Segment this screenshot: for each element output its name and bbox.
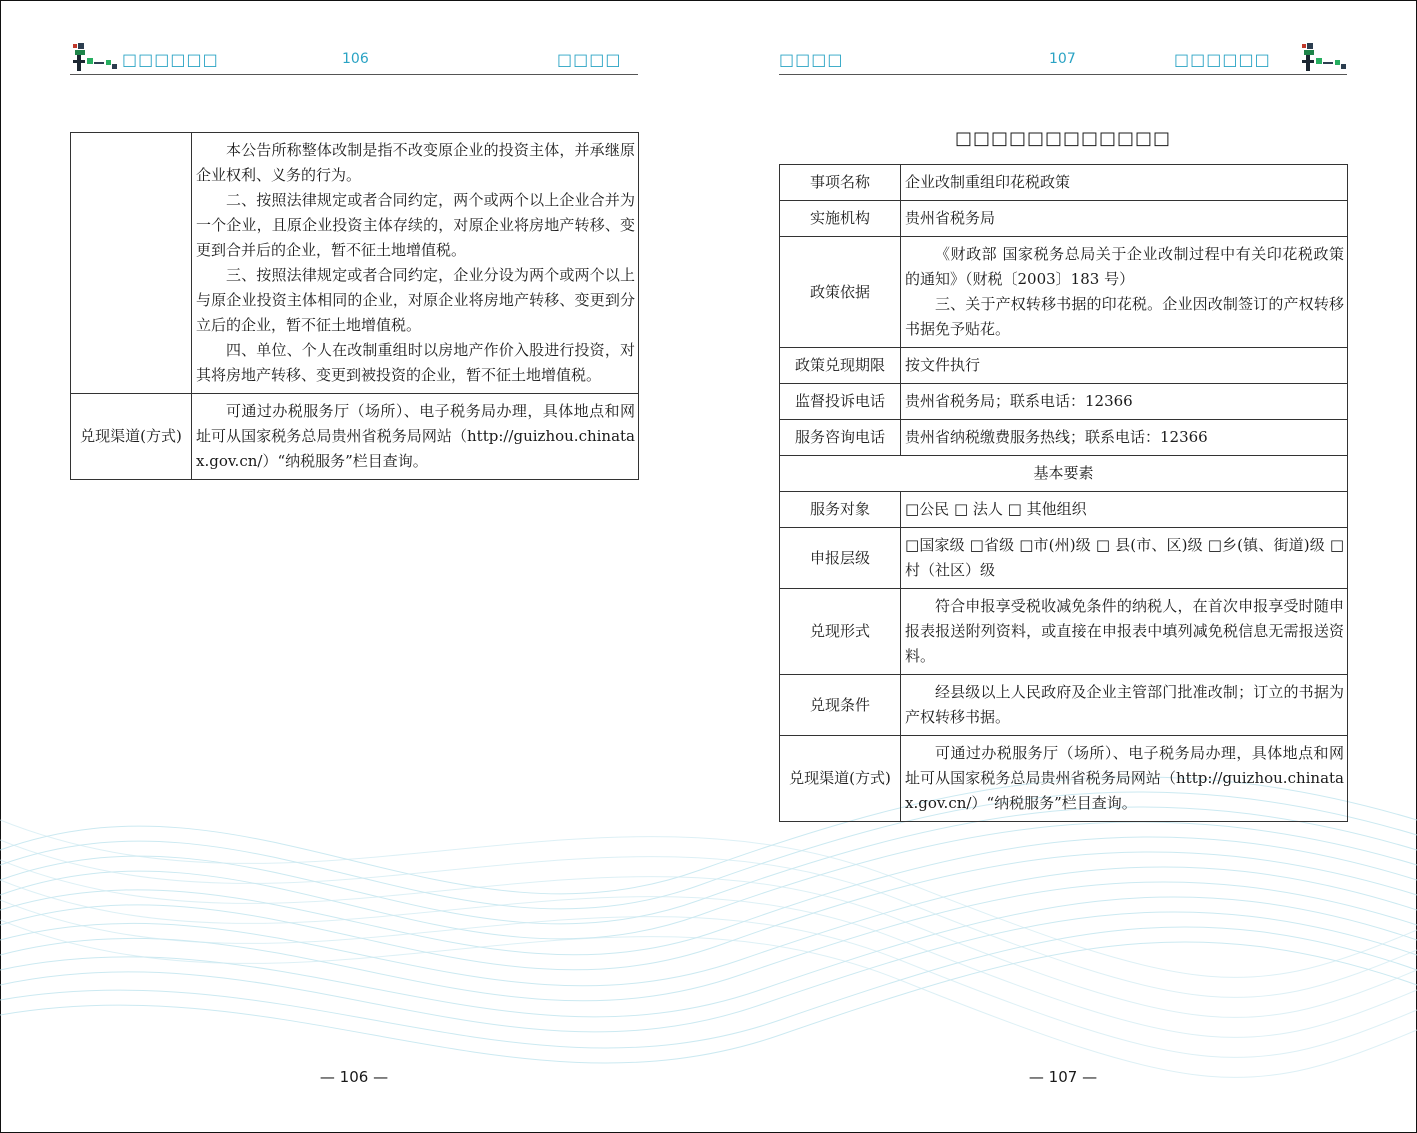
paragraph: 二、按照法律规定或者合同约定，两个或两个以上企业合并为一个企业，且原企业投资主体存续的，对原企业将房地产转移、变更到合并后的企业，暂不征土地增值税。: [196, 191, 635, 259]
section-header: 基本要素: [780, 456, 1348, 492]
table-row: [780, 165, 1348, 201]
row-value: 企业改制重组印花税政策: [901, 165, 1348, 201]
row-label: 服务对象: [780, 492, 901, 528]
left-page-header: [70, 38, 638, 75]
table-row: [780, 348, 1348, 384]
row-content: [901, 675, 1348, 736]
row-label: 兑现渠道(方式): [71, 394, 192, 480]
tax-logo-icon: [1299, 42, 1349, 74]
policy-table-continued: [70, 132, 639, 480]
left-page: [70, 0, 638, 1133]
paragraph: 符合申报享受税收减免条件的纳税人，在首次申报享受时随申报表报送附列资料，或直接在申报表中填列减免税信息无需报送资料。: [905, 597, 1344, 665]
paragraph: 四、单位、个人在改制重组时以房地产作价入股进行投资，对其将房地产转移、变更到被投资的企业，暂不征土地增值税。: [196, 341, 635, 384]
policy-table: [779, 164, 1348, 822]
row-label: 监督投诉电话: [780, 384, 901, 420]
row-content: [192, 394, 639, 480]
table-row: [71, 394, 639, 480]
table-row: [780, 528, 1348, 589]
row-value: 按文件执行: [901, 348, 1348, 384]
page-footer-number: — 107 —: [1028, 1068, 1098, 1086]
table-row: [780, 736, 1348, 822]
table-row: [780, 456, 1348, 492]
table-row: [71, 133, 639, 394]
row-label: 政策依据: [780, 237, 901, 348]
table-row: [780, 201, 1348, 237]
tax-logo-icon: [70, 42, 120, 74]
table-row: [780, 237, 1348, 348]
row-content: [901, 528, 1348, 589]
paragraph: 本公告所称整体改制是指不改变原企业的投资主体，并承继原企业权利、义务的行为。: [196, 141, 635, 184]
right-page: [779, 0, 1347, 1133]
row-value: 贵州省纳税缴费服务热线；联系电话：12366: [901, 420, 1348, 456]
row-label: [71, 133, 192, 394]
paragraph: 三、关于产权转移书据的印花税。企业因改制签订的产权转移书据免予贴花。: [905, 295, 1344, 338]
paragraph: 可通过办税服务厅（场所）、电子税务局办理，具体地点和网址可从国家税务总局贵州省税务局网站（http://guizhou.chinatax.gov.cn/）“纳税服务”栏目查询。: [196, 402, 635, 470]
row-content: [192, 133, 639, 394]
header-page-number: 106: [342, 51, 369, 67]
table-title: □□□□□□□□□□□□: [954, 128, 1172, 149]
row-label: 申报层级: [780, 528, 901, 589]
header-right-text: □□□□□□: [1174, 50, 1271, 69]
header-right-text: □□□□: [557, 50, 622, 69]
header-left-text: □□□□□□: [122, 50, 219, 69]
row-content: [901, 237, 1348, 348]
row-label: 兑现形式: [780, 589, 901, 675]
row-content: [901, 736, 1348, 822]
row-content: [901, 589, 1348, 675]
paragraph: 可通过办税服务厅（场所）、电子税务局办理，具体地点和网址可从国家税务总局贵州省税务局网站（http://guizhou.chinatax.gov.cn/）“纳税服务”栏目查询。: [905, 744, 1344, 812]
table-row: [780, 420, 1348, 456]
row-value: 贵州省税务局: [901, 201, 1348, 237]
row-label: 政策兑现期限: [780, 348, 901, 384]
row-label: 兑现条件: [780, 675, 901, 736]
row-label: 服务咨询电话: [780, 420, 901, 456]
header-left-text: □□□□: [779, 50, 844, 69]
paragraph: □国家级 □省级 □市(州)级 □ 县(市、区)级 □乡(镇、街道)级 □村（社区）级: [905, 536, 1344, 579]
table-row: [780, 589, 1348, 675]
paragraph: 《财政部 国家税务总局关于企业改制过程中有关印花税政策的通知》（财税〔2003〕183 号）: [905, 245, 1344, 288]
row-label: 事项名称: [780, 165, 901, 201]
row-value: 贵州省税务局；联系电话：12366: [901, 384, 1348, 420]
table-row: [780, 675, 1348, 736]
page-footer-number: — 106 —: [319, 1068, 389, 1086]
row-value: □公民 □ 法人 □ 其他组织: [901, 492, 1348, 528]
table-row: [780, 384, 1348, 420]
row-label: 兑现渠道(方式): [780, 736, 901, 822]
paragraph: 经县级以上人民政府及企业主管部门批准改制；订立的书据为产权转移书据。: [905, 683, 1344, 726]
paragraph: 三、按照法律规定或者合同约定，企业分设为两个或两个以上与原企业投资主体相同的企业，对原企业将房地产转移、变更到分立后的企业，暂不征土地增值税。: [196, 266, 635, 334]
header-page-number: 107: [1049, 51, 1076, 67]
row-label: 实施机构: [780, 201, 901, 237]
right-page-header: [779, 38, 1347, 75]
table-row: [780, 492, 1348, 528]
